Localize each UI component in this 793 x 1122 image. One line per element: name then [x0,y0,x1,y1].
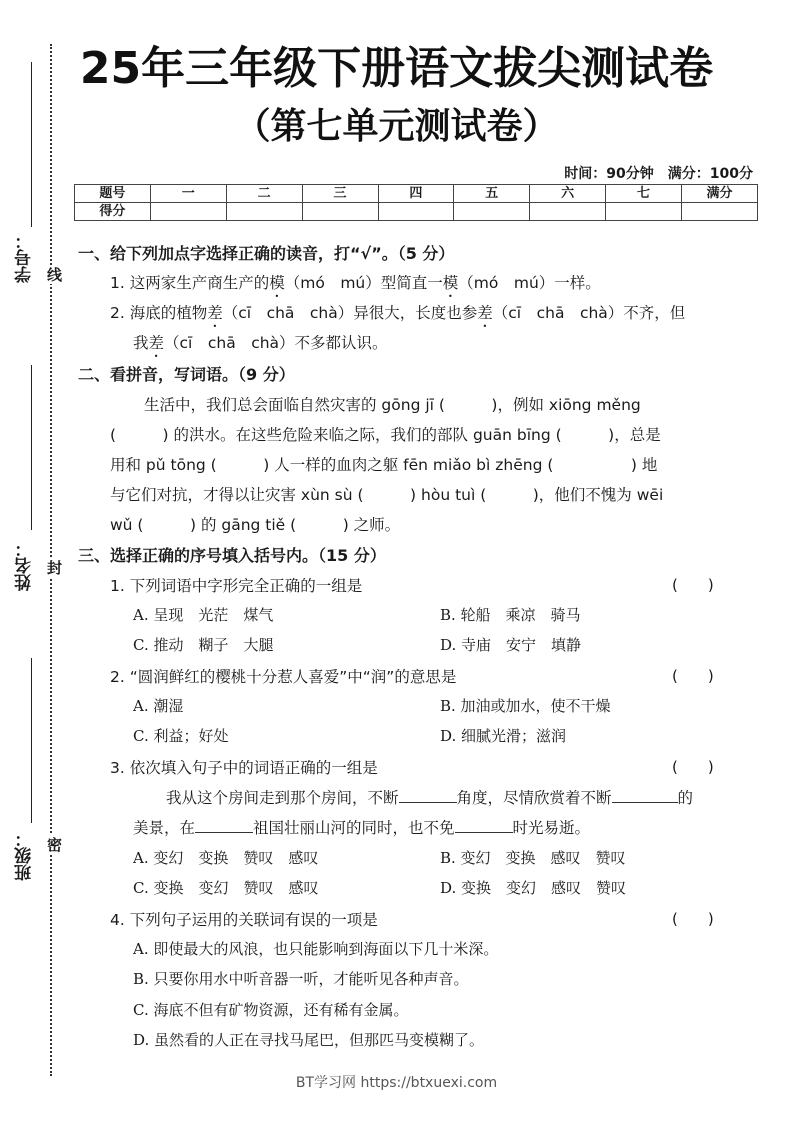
option-a[interactable]: A. 即使最大的风浪，也只能影响到海面以下几十米深。 [133,940,499,958]
pinyin-line-1[interactable]: 生活中，我们总会面临自然灾害的 gōng jī ( )，例如 xiōng měng [144,396,641,414]
section-1-heading: 一、给下列加点字选择正确的读音，打“√”。（5 分） [78,244,455,263]
text-segment: 角度，尽情欣赏着不断 [456,789,612,807]
pinyin-line-4[interactable]: 与它们对抗，才得以让灾害 xùn sù ( ) hòu tuì ( )，他们不愧为 wēi [110,486,664,504]
table-cell: 一 [150,185,226,203]
pinyin-line-5[interactable]: wǔ ( ) 的 gāng tiě ( ) 之师。 [110,516,401,534]
seal-mark-xian: 线 [45,267,63,282]
text-segment[interactable]: （mó mú）一样。 [458,274,601,292]
table-cell: 二 [226,185,302,203]
text-segment[interactable]: （cī chā chà）不齐，但 [492,304,686,322]
table-cell: 四 [378,185,454,203]
score-input-cell[interactable] [454,203,530,221]
score-input-cell[interactable] [606,203,682,221]
answer-bracket[interactable]: ( ) [672,758,714,776]
s1-question-2 [110,301,685,331]
time-score-info: 时间：90分钟 满分：100分 [564,166,753,182]
text-segment: 我 [133,334,149,352]
text-segment[interactable]: （cī chā chà）异很大，长度也参 [222,304,478,322]
score-input-cell[interactable] [378,203,454,221]
pinyin-line-3[interactable]: 用和 pǔ tōng ( ) 人一样的血肉之躯 fēn miǎo bì zhēng ( ) 地 [110,456,658,474]
table-cell: 题号 [75,185,151,203]
fill-blank[interactable] [399,788,457,803]
pinyin-line-2[interactable]: ( ) 的洪水。在这些危险来临之际，我们的部队 guān bīng ( )，总是 [110,426,661,444]
name-label: 姓名： [15,540,35,591]
answer-bracket[interactable]: ( ) [672,576,714,594]
text-segment[interactable]: （cī chā chà）不多都认识。 [164,334,388,352]
score-input-cell[interactable] [150,203,226,221]
s3-question-2-stem: 2. “圆润鲜红的樱桃十分惹人喜爱”中“润”的意思是 [110,668,457,686]
text-segment: 时光易逝。 [512,819,591,837]
table-cell: 满分 [682,185,758,203]
score-input-cell[interactable] [226,203,302,221]
option-a[interactable]: A. 变幻 变换 赞叹 感叹 [133,849,319,867]
option-c[interactable]: C. 变换 变幻 赞叹 感叹 [133,879,319,897]
text-segment: 祖国壮丽山河的同时，也不免 [253,819,455,837]
option-c[interactable]: C. 海底不但有矿物资源，还有稀有金属。 [133,1001,409,1019]
class-label: 班级： [15,830,35,881]
binding-line-2 [31,365,32,530]
text-segment[interactable]: （mó mú）型简直一 [284,274,443,292]
option-d[interactable]: D. 细腻光滑；滋润 [440,727,567,745]
seal-mark-mi: 密 [45,837,63,852]
exam-subtitle: （第七单元测试卷） [234,106,559,147]
dotted-char: 模 [442,274,459,292]
table-cell: 七 [606,185,682,203]
score-table-score-row [75,203,758,221]
s3-question-4-stem: 4. 下列句子运用的关联词有误的一项是 [110,911,378,929]
table-cell: 三 [302,185,378,203]
dotted-char: 差 [207,304,223,322]
section-3-heading: 三、选择正确的序号填入括号内。（15 分） [78,546,386,565]
option-c[interactable]: C. 推动 糊子 大腿 [133,636,274,654]
answer-bracket[interactable]: ( ) [672,667,714,685]
s3-question-1-stem: 1. 下列词语中字形完全正确的一组是 [110,577,363,595]
score-input-cell[interactable] [530,203,606,221]
binding-line-3 [31,658,32,823]
fill-blank[interactable] [612,788,678,803]
s3-question-3-stem: 3. 依次填入句子中的词语正确的一组是 [110,759,378,777]
text-segment: 的 [677,789,694,807]
s3-q3-sentence-1 [166,786,693,808]
dotted-char: 模 [269,274,285,292]
footer-watermark: BT学习网 https://btxuexi.com [295,1075,498,1091]
option-a[interactable]: A. 潮湿 [133,697,184,715]
option-c[interactable]: C. 利益；好处 [133,727,229,745]
fill-blank[interactable] [195,818,253,833]
option-b[interactable]: B. 轮船 乘凉 骑马 [440,606,581,624]
option-d[interactable]: D. 变换 变幻 感叹 赞叹 [440,879,627,897]
seal-mark-feng: 封 [45,560,63,575]
option-b[interactable]: B. 变幻 变换 感叹 赞叹 [440,849,626,867]
s3-q3-sentence-2 [133,816,590,838]
exam-title: 25年三年级下册语文拔尖测试卷 [79,43,714,94]
s1-question-1 [110,271,601,301]
option-d[interactable]: D. 寺庙 安宁 填静 [440,636,582,654]
score-table [74,184,758,221]
score-input-cell[interactable] [302,203,378,221]
s1-question-2-cont [133,331,388,361]
dotted-char: 差 [477,304,493,322]
text-segment: 2. 海底的植物 [110,304,208,322]
answer-bracket[interactable]: ( ) [672,910,714,928]
text-segment: 1. 这两家生产商生产的 [110,274,270,292]
table-cell: 五 [454,185,530,203]
table-cell: 六 [530,185,606,203]
score-input-cell[interactable] [682,203,758,221]
student-id-label: 学号： [15,232,35,283]
option-b[interactable]: B. 只要你用水中听音器一听，才能听见各种声音。 [133,970,469,988]
text-segment: 我从这个房间走到那个房间，不断 [166,789,399,807]
fill-blank[interactable] [455,818,513,833]
score-table-header-row [75,185,758,203]
table-cell: 得分 [75,203,151,221]
dotted-char: 差 [148,334,165,352]
option-d[interactable]: D. 虽然看的人正在寻找马尾巴，但那匹马变模糊了。 [133,1031,485,1049]
option-b[interactable]: B. 加油或加水，使不干燥 [440,697,611,715]
text-segment: 美景，在 [133,819,196,837]
option-a[interactable]: A. 呈现 光茫 煤气 [133,606,274,624]
section-2-heading: 二、看拼音，写词语。（9 分） [78,365,295,384]
